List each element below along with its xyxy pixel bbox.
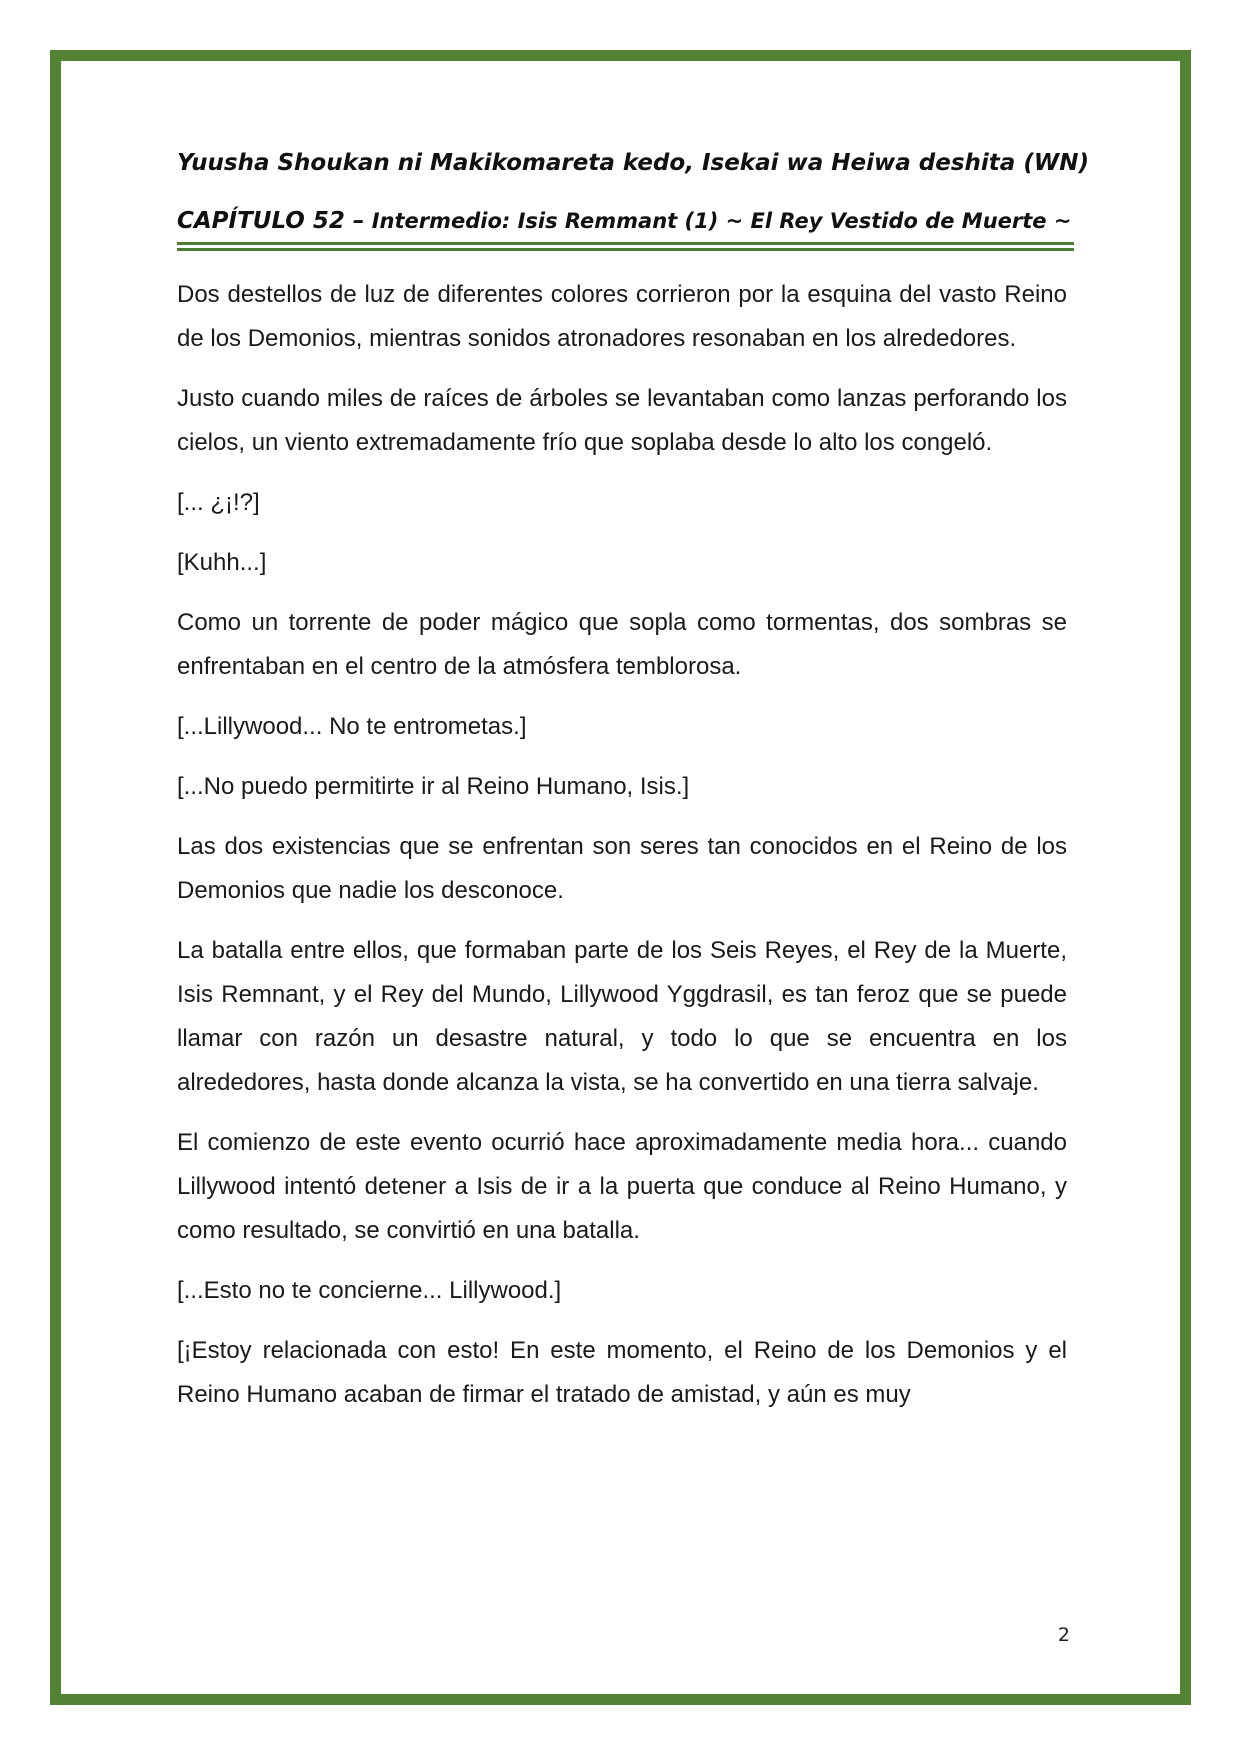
paragraph: [Kuhh...] xyxy=(177,549,267,576)
title-divider xyxy=(177,242,1074,251)
paragraph: [...Esto no te concierne... Lillywood.] xyxy=(177,1277,562,1304)
paragraph: Las dos existencias que se enfrentan son seres tan conocidos en el Reino de los Demonios que nadie los desconoce. xyxy=(177,833,1067,904)
chapter-prefix: CAPÍTULO 52 – xyxy=(177,208,365,234)
paragraph: [...Lillywood... No te entrometas.] xyxy=(177,713,527,740)
paragraph: Justo cuando miles de raíces de árboles se levantaban como lanzas perforando los cielos, un viento extremadamente frío que soplaba desde lo alto los congeló. xyxy=(177,385,1067,456)
paragraph: [... ¿¡!?] xyxy=(177,489,260,516)
chapter-title xyxy=(177,206,1072,236)
paragraph: Dos destellos de luz de diferentes colores corrieron por la esquina del vasto Reino de los Demonios, mientras sonidos atronadores resonaban en los alrededores. xyxy=(177,281,1067,352)
series-title: Yuusha Shoukan ni Makikomareta kedo, Isekai wa Heiwa deshita (WN) xyxy=(177,150,1089,176)
paragraph: [¡Estoy relacionada con esto! En este momento, el Reino de los Demonios y el Reino Humano acaban de firmar el tratado de amistad, y aún es muy xyxy=(177,1337,1067,1408)
paragraph: [...No puedo permitirte ir al Reino Humano, Isis.] xyxy=(177,773,690,800)
paragraph: El comienzo de este evento ocurrió hace aproximadamente media hora... cuando Lillywood intentó detener a Isis de ir a la puerta que conduce al Reino Humano, y como resultado, se convirtió en una batalla. xyxy=(177,1129,1067,1244)
body-text xyxy=(177,273,1067,1417)
paragraph: La batalla entre ellos, que formaban parte de los Seis Reyes, el Rey de la Muerte, Isis Remnant, y el Rey del Mundo, Lillywood Yggdrasil, es tan feroz que se puede llamar con razón un desastre natural, y todo lo que se encuentra en los alrededores, hasta donde alcanza la vista, se ha convertido en una tierra salvaje. xyxy=(177,937,1067,1096)
chapter-subtitle: Intermedio: Isis Remmant (1) ~ El Rey Vestido de Muerte ~ xyxy=(371,209,1072,233)
paragraph: Como un torrente de poder mágico que sopla como tormentas, dos sombras se enfrentaban en el centro de la atmósfera temblorosa. xyxy=(177,609,1067,680)
page-number: 2 xyxy=(1057,1624,1070,1646)
document-content xyxy=(177,132,1089,1433)
